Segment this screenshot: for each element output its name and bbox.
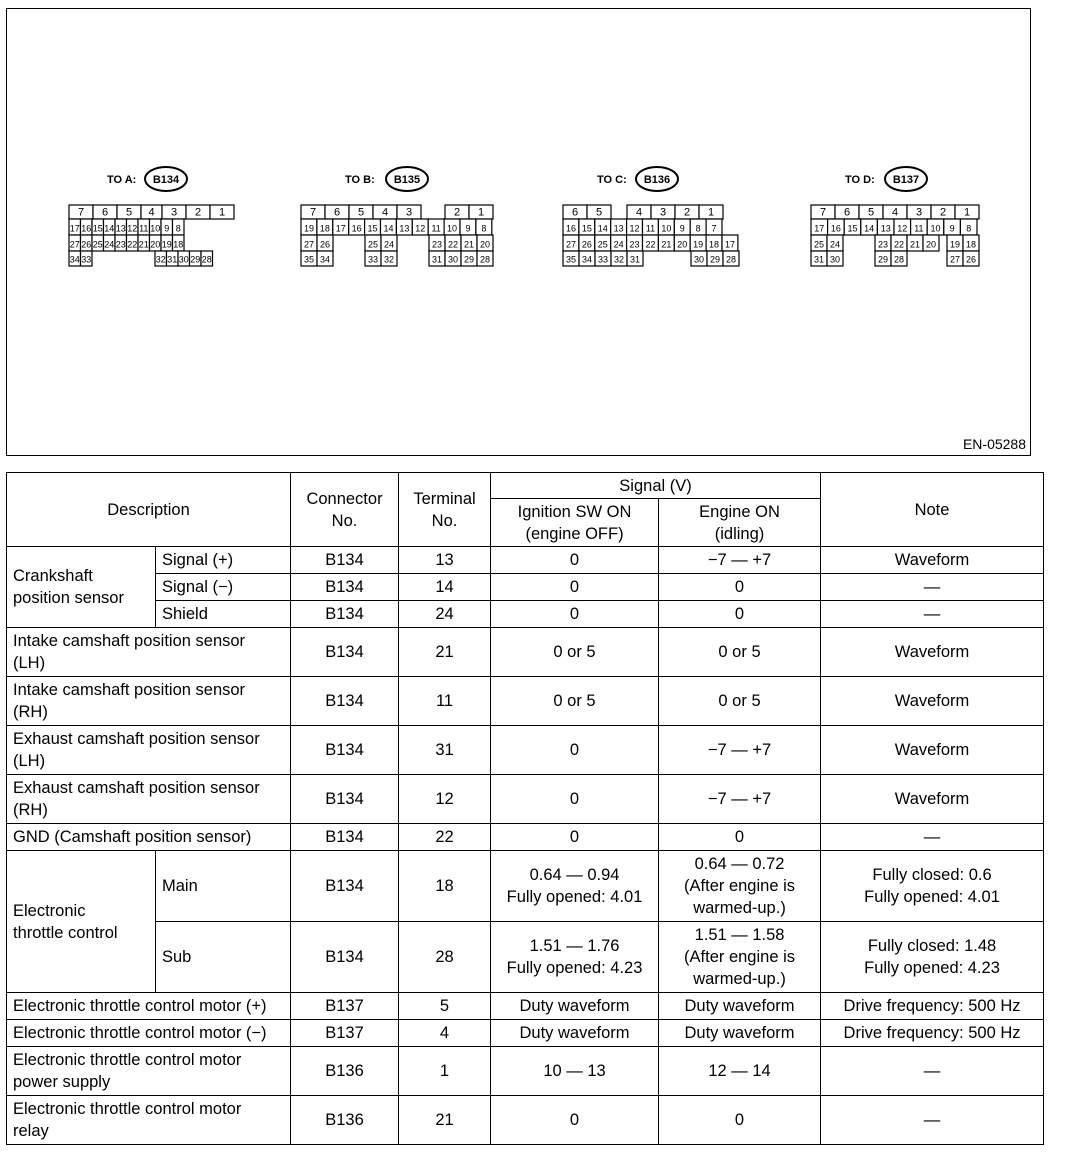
note-cell: —	[821, 824, 1044, 851]
note-cell: Drive frequency: 500 Hz	[821, 993, 1044, 1020]
pin-number: 7	[819, 206, 827, 219]
crank-sub: Signal (−)	[156, 574, 291, 601]
connector-cell: B134	[291, 775, 399, 824]
table-row	[7, 824, 1044, 851]
pin-number: 35	[565, 254, 577, 265]
pin-number: 21	[463, 239, 475, 250]
pin-number: 27	[69, 239, 80, 250]
pin-number: 13	[399, 223, 410, 234]
pin-number: 20	[677, 239, 688, 250]
pin-number: 10	[447, 223, 458, 234]
ign-cell: 0	[491, 726, 659, 775]
pin-number: 33	[597, 254, 609, 265]
figure-code: EN-05288	[962, 436, 1026, 452]
connector-cell: B134	[291, 601, 399, 628]
pin-number: 5	[125, 206, 133, 219]
ign-cell: 10 — 13	[491, 1047, 659, 1096]
ign-cell: 1.51 — 1.76 Fully opened: 4.23	[491, 922, 659, 993]
pin-number: 11	[139, 223, 149, 234]
crank-group: Crankshaft position sensor	[7, 547, 156, 628]
pin-number: 6	[843, 206, 851, 219]
pin-number: 8	[481, 223, 487, 234]
pin-number: 11	[914, 223, 924, 234]
ign-cell: 0	[491, 824, 659, 851]
table-row	[7, 1047, 1044, 1096]
pin-number: 4	[891, 206, 899, 219]
eng-cell: 0	[659, 824, 821, 851]
desc-cell: Electronic throttle control motor (−)	[7, 1020, 291, 1047]
pin-number: 10	[930, 223, 941, 234]
pin-number: 22	[447, 239, 459, 250]
terminal-cell: 13	[399, 547, 491, 574]
connector-cell: B134	[291, 547, 399, 574]
pin-number: 29	[190, 254, 201, 265]
note-cell: Waveform	[821, 677, 1044, 726]
terminal-cell: 1	[399, 1047, 491, 1096]
pin-number: 15	[847, 223, 858, 234]
pin-number: 3	[405, 206, 413, 219]
pin-number: 8	[695, 223, 701, 234]
pin-number: 1	[218, 206, 226, 219]
pin-number: 4	[148, 206, 155, 219]
pin-number: 18	[709, 239, 720, 250]
terminal-cell: 21	[399, 628, 491, 677]
pin-number: 2	[453, 206, 461, 219]
pin-number: 22	[893, 239, 905, 250]
pin-number: 18	[173, 239, 184, 250]
pin-number: 28	[479, 254, 491, 265]
pin-number: 15	[581, 223, 592, 234]
pin-number: 7	[711, 223, 717, 234]
connector-to-label: TO C:	[597, 174, 627, 186]
pin-number: 1	[707, 206, 715, 219]
eng-cell: 0	[659, 574, 821, 601]
eng-cell: 0	[659, 601, 821, 628]
pin-number: 12	[127, 223, 138, 234]
pin-number: 30	[447, 254, 459, 265]
connector-diagram	[6, 8, 1031, 456]
desc-cell: Electronic throttle control motor power supply	[7, 1047, 291, 1096]
ign-cell: Duty waveform	[491, 993, 659, 1020]
pin-number: 14	[864, 223, 875, 234]
pin-number: 25	[597, 239, 608, 250]
pin-number: 2	[194, 206, 202, 219]
pin-number: 3	[915, 206, 923, 219]
connector-cell: B136	[291, 1047, 399, 1096]
eng-cell: Duty waveform	[659, 1020, 821, 1047]
pin-number: 20	[479, 239, 491, 250]
pin-number: 32	[383, 254, 395, 265]
pin-number: 16	[351, 223, 362, 234]
header-note: Note	[821, 473, 1044, 547]
connector-to-label: TO D:	[845, 174, 875, 186]
pin-number: 28	[893, 254, 905, 265]
pin-number: 19	[303, 223, 314, 234]
pin-number: 30	[829, 254, 841, 265]
eng-cell: 0 or 5	[659, 677, 821, 726]
table-row	[7, 775, 1044, 824]
pin-number: 14	[597, 223, 608, 234]
pin-number: 31	[629, 254, 641, 265]
header-engine: Engine ON (idling)	[659, 499, 821, 547]
pin-number: 21	[138, 239, 149, 250]
pin-number: 20	[925, 239, 937, 250]
pin-number: 7	[309, 206, 317, 219]
pin-number: 17	[814, 223, 825, 234]
pin-number: 33	[367, 254, 379, 265]
connector-cell: B136	[291, 1096, 399, 1145]
desc-cell: Electronic throttle control motor relay	[7, 1096, 291, 1145]
eng-cell: Duty waveform	[659, 993, 821, 1020]
pin-number: 8	[175, 223, 181, 234]
table-row	[7, 601, 1044, 628]
desc-cell: Intake camshaft position sensor (LH)	[7, 628, 291, 677]
pin-number: 28	[201, 254, 212, 265]
pin-number: 34	[581, 254, 593, 265]
pin-number: 6	[101, 206, 109, 219]
pin-number: 33	[81, 254, 92, 265]
pin-number: 14	[383, 223, 394, 234]
pin-number: 21	[661, 239, 672, 250]
pin-number: 25	[813, 239, 825, 250]
pin-number: 32	[613, 254, 625, 265]
pin-number: 9	[949, 223, 955, 234]
table-row	[7, 922, 1044, 993]
pin-number: 28	[725, 254, 737, 265]
terminal-cell: 4	[399, 1020, 491, 1047]
pin-number: 10	[661, 223, 672, 234]
pin-number: 7	[77, 206, 85, 219]
ign-cell: 0 or 5	[491, 628, 659, 677]
terminal-cell: 31	[399, 726, 491, 775]
pin-number: 23	[877, 239, 889, 250]
pin-number: 31	[167, 254, 178, 265]
pin-number: 34	[319, 254, 331, 265]
connector-cell: B134	[291, 726, 399, 775]
note-cell: Waveform	[821, 775, 1044, 824]
pin-number: 10	[150, 223, 161, 234]
pin-number: 29	[877, 254, 889, 265]
pin-number: 32	[155, 254, 166, 265]
pin-number: 3	[170, 206, 178, 219]
header-connector: Connector No.	[291, 473, 399, 547]
pin-number: 9	[465, 223, 471, 234]
pin-number: 26	[581, 239, 592, 250]
pin-number: 17	[724, 239, 735, 250]
pin-number: 9	[679, 223, 685, 234]
pin-number: 24	[104, 239, 115, 250]
pin-number: 23	[431, 239, 443, 250]
pin-number: 16	[830, 223, 841, 234]
eng-cell: −7 — +7	[659, 547, 821, 574]
pin-number: 12	[415, 223, 426, 234]
terminal-cell: 5	[399, 993, 491, 1020]
connector-cell: B137	[291, 993, 399, 1020]
ign-cell: 0	[491, 601, 659, 628]
note-cell: Fully closed: 1.48 Fully opened: 4.23	[821, 922, 1044, 993]
table-row	[7, 574, 1044, 601]
pin-number: 30	[693, 254, 705, 265]
table-row	[7, 851, 1044, 922]
eng-cell: 12 — 14	[659, 1047, 821, 1096]
connector-id: B137	[892, 174, 920, 186]
crank-sub: Signal (+)	[156, 547, 291, 574]
connector-cell: B134	[291, 574, 399, 601]
pin-number: 13	[115, 223, 126, 234]
pin-number: 1	[963, 206, 971, 219]
pin-number: 34	[69, 254, 80, 265]
pin-number: 21	[909, 239, 921, 250]
pin-number: 12	[629, 223, 640, 234]
connector-cell: B134	[291, 824, 399, 851]
table-row	[7, 1020, 1044, 1047]
pin-number: 23	[629, 239, 640, 250]
pin-number: 26	[81, 239, 92, 250]
pin-number: 26	[319, 239, 331, 250]
terminal-cell: 24	[399, 601, 491, 628]
connector-to-label: TO B:	[345, 174, 375, 186]
note-cell: Waveform	[821, 628, 1044, 677]
terminal-cell: 21	[399, 1096, 491, 1145]
pin-number: 2	[683, 206, 691, 219]
pin-number: 3	[659, 206, 667, 219]
table-row	[7, 993, 1044, 1020]
pin-number: 8	[966, 223, 972, 234]
connector-cell: B134	[291, 922, 399, 993]
ign-cell: 0	[491, 775, 659, 824]
ign-cell: 0	[491, 547, 659, 574]
terminal-cell: 18	[399, 851, 491, 922]
header-description: Description	[7, 473, 291, 547]
connector-to-label: TO A:	[107, 174, 137, 186]
pin-number: 5	[595, 206, 603, 219]
pin-number: 25	[367, 239, 379, 250]
pin-number: 27	[565, 239, 576, 250]
pin-number: 9	[164, 223, 170, 234]
pin-number: 13	[613, 223, 624, 234]
terminal-cell: 11	[399, 677, 491, 726]
pin-number: 6	[571, 206, 579, 219]
pin-number: 25	[92, 239, 103, 250]
eng-cell: 0 or 5	[659, 628, 821, 677]
ign-cell: 0.64 — 0.94 Fully opened: 4.01	[491, 851, 659, 922]
pin-number: 31	[813, 254, 825, 265]
desc-cell: Electronic throttle control motor (+)	[7, 993, 291, 1020]
table-row	[7, 677, 1044, 726]
throttle-sub: Main	[156, 851, 291, 922]
note-cell: —	[821, 1096, 1044, 1145]
note-cell: —	[821, 1047, 1044, 1096]
table-row	[7, 547, 1044, 574]
pin-number: 24	[829, 239, 841, 250]
eng-cell: 1.51 — 1.58 (After engine is warmed-up.)	[659, 922, 821, 993]
pin-number: 1	[477, 206, 485, 219]
connector-cell: B134	[291, 851, 399, 922]
note-cell: Waveform	[821, 547, 1044, 574]
header-signal: Signal (V)	[491, 473, 821, 499]
pin-number: 17	[335, 223, 346, 234]
pin-number: 5	[357, 206, 365, 219]
connector-id: B136	[643, 174, 671, 186]
pin-number: 4	[635, 206, 643, 219]
pin-number: 11	[431, 223, 441, 234]
pin-number: 15	[92, 223, 103, 234]
pin-number: 4	[381, 206, 389, 219]
pin-number: 19	[949, 239, 961, 250]
pin-number: 2	[939, 206, 947, 219]
pin-number: 11	[645, 223, 656, 234]
note-cell: —	[821, 601, 1044, 628]
desc-cell: GND (Camshaft position sensor)	[7, 824, 291, 851]
pin-number: 13	[880, 223, 891, 234]
header-row	[7, 473, 1044, 499]
pin-number: 29	[463, 254, 475, 265]
connector-cell: B137	[291, 1020, 399, 1047]
ign-cell: Duty waveform	[491, 1020, 659, 1047]
note-cell: Fully closed: 0.6 Fully opened: 4.01	[821, 851, 1044, 922]
pin-number: 6	[333, 206, 341, 219]
ign-cell: 0	[491, 1096, 659, 1145]
header-ignition: Ignition SW ON (engine OFF)	[491, 499, 659, 547]
pin-number: 27	[949, 254, 961, 265]
throttle-group: Electronic throttle control	[7, 851, 156, 993]
pin-number: 19	[693, 239, 704, 250]
pin-number: 17	[69, 223, 80, 234]
crank-sub: Shield	[156, 601, 291, 628]
desc-cell: Exhaust camshaft position sensor (RH)	[7, 775, 291, 824]
ign-cell: 0 or 5	[491, 677, 659, 726]
pin-number: 16	[81, 223, 92, 234]
header-terminal: Terminal No.	[399, 473, 491, 547]
terminal-cell: 12	[399, 775, 491, 824]
pin-number: 23	[115, 239, 126, 250]
table-row	[7, 628, 1044, 677]
terminal-cell: 22	[399, 824, 491, 851]
pin-number: 16	[565, 223, 576, 234]
pin-number: 5	[867, 206, 875, 219]
note-cell: —	[821, 574, 1044, 601]
pin-number: 31	[431, 254, 443, 265]
eng-cell: −7 — +7	[659, 775, 821, 824]
pin-number: 19	[161, 239, 172, 250]
connector-id: B134	[152, 174, 180, 186]
throttle-sub: Sub	[156, 922, 291, 993]
terminal-cell: 14	[399, 574, 491, 601]
note-cell: Drive frequency: 500 Hz	[821, 1020, 1044, 1047]
table-row	[7, 726, 1044, 775]
eng-cell: −7 — +7	[659, 726, 821, 775]
connector-cell: B134	[291, 677, 399, 726]
desc-cell: Exhaust camshaft position sensor (LH)	[7, 726, 291, 775]
pin-number: 14	[104, 223, 115, 234]
pin-number: 12	[897, 223, 908, 234]
pin-number: 15	[367, 223, 378, 234]
signal-table	[6, 472, 1044, 1145]
pin-number: 18	[965, 239, 977, 250]
pin-number: 24	[613, 239, 624, 250]
eng-cell: 0	[659, 1096, 821, 1145]
desc-cell: Intake camshaft position sensor (RH)	[7, 677, 291, 726]
eng-cell: 0.64 — 0.72 (After engine is warmed-up.)	[659, 851, 821, 922]
pin-number: 30	[178, 254, 189, 265]
pin-number: 26	[965, 254, 977, 265]
pin-number: 22	[127, 239, 138, 250]
pin-number: 18	[319, 223, 330, 234]
pin-number: 24	[383, 239, 395, 250]
ign-cell: 0	[491, 574, 659, 601]
table-row	[7, 1096, 1044, 1145]
connector-cell: B134	[291, 628, 399, 677]
note-cell: Waveform	[821, 726, 1044, 775]
pin-number: 29	[709, 254, 721, 265]
connector-diagram-svg	[7, 9, 1029, 454]
pin-number: 20	[150, 239, 161, 250]
terminal-cell: 28	[399, 922, 491, 993]
pin-number: 35	[303, 254, 315, 265]
pin-number: 27	[303, 239, 315, 250]
connector-id: B135	[393, 174, 421, 186]
pin-number: 22	[645, 239, 656, 250]
